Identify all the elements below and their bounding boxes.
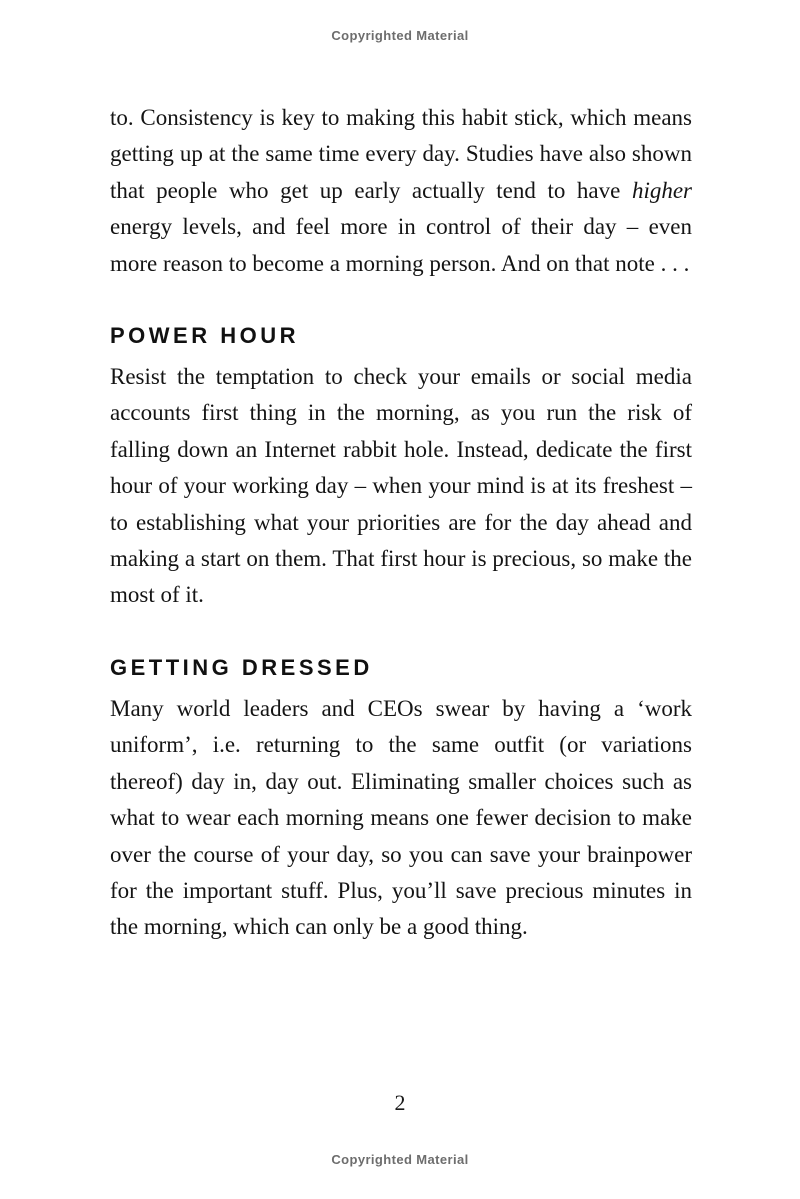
section-heading-power-hour: POWER HOUR [110, 323, 299, 349]
copyright-notice-top: Copyrighted Material [331, 28, 469, 43]
section-paragraph-getting-dressed: Many world leaders and CEOs swear by having a ‘work uniform’, i.e. returning to the same outfit (or variations thereof) day in, day out. Eliminating smaller choices such as what to wear each morning means one fewer decision to make over the course of your day, so you can save your brainpower for the important stuff. Plus, you’ll save precious minutes in the morning, which can only be a good thing. [110, 695, 692, 940]
intro-paragraph [110, 100, 692, 282]
copyright-notice-bottom: Copyrighted Material [331, 1152, 469, 1167]
section-heading-getting-dressed: GETTING DRESSED [110, 654, 373, 680]
page-content [110, 100, 692, 946]
intro-paragraph-part1: to. Consistency is key to making this habit stick, which means getting up at the same time every day. Studies have also shown that people who get up early actually tend to have [110, 105, 692, 203]
page-number: 2 [394, 1090, 406, 1115]
intro-paragraph-italic-word: higher [631, 177, 692, 203]
section-paragraph-power-hour: Resist the temptation to check your emails or social media accounts first thing in the morning, as you run the risk of falling down an Internet rabbit hole. Instead, dedicate the first hour of your working day – when your mind is at its freshest – to establishing what your priorities are for the day ahead and making a start on them. That first hour is precious, so make the most of it. [110, 364, 692, 608]
intro-paragraph-part2: energy levels, and feel more in control of their day – even more reason to become a morning person. And on that note . . . [110, 214, 692, 276]
